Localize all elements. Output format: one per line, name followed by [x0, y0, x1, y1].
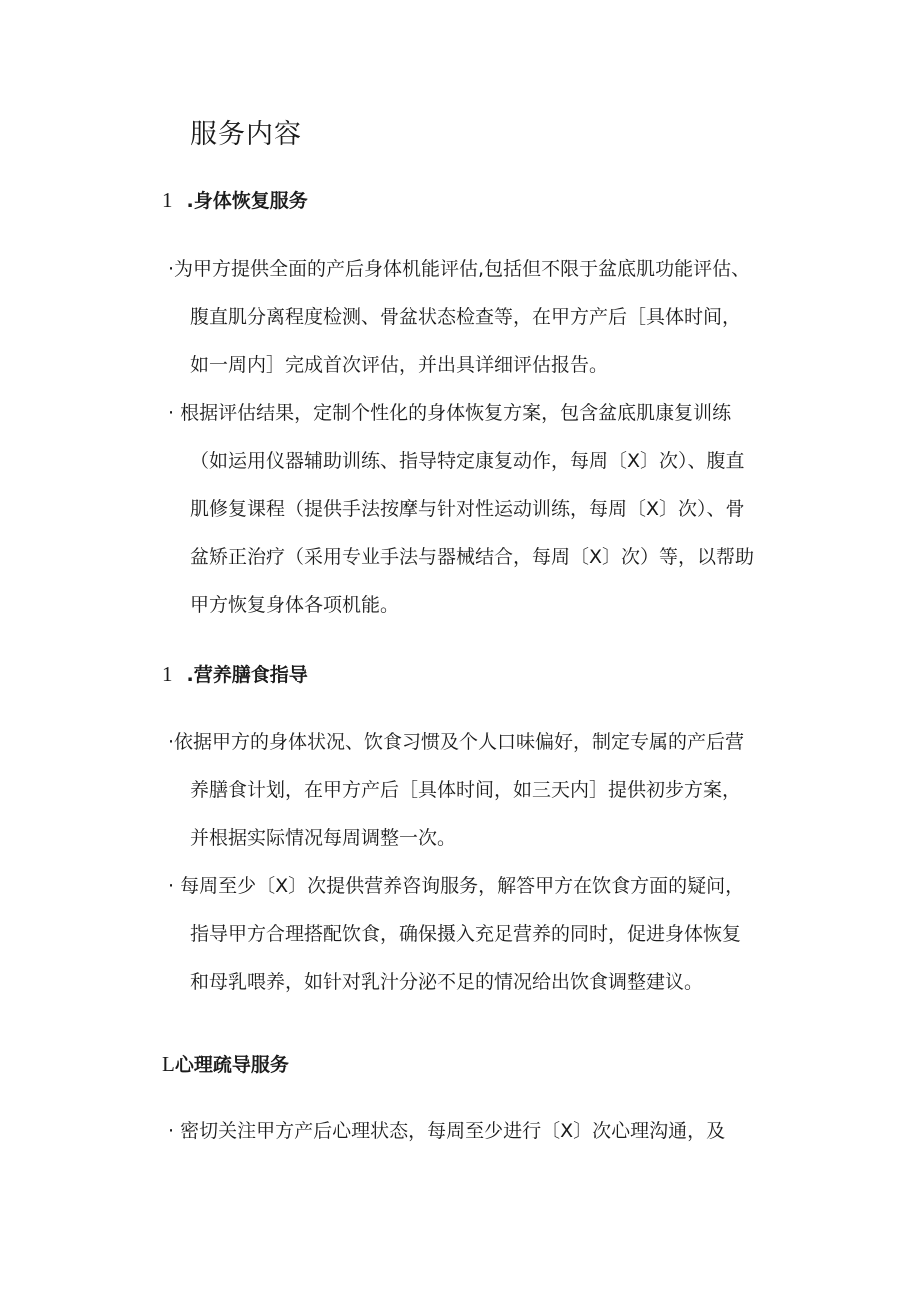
text-line: ·为甲方提供全面的产后身体机能评估,包括但不限于盆底肌功能评估、	[168, 258, 751, 280]
text-line: 肌修复课程（提供手法按摩与针对性运动训练，每周〔X〕次）、骨	[190, 498, 745, 520]
section-heading-body-recovery	[162, 186, 308, 213]
section-heading-psychology	[162, 1050, 289, 1077]
paragraph-nutrition-plan	[168, 718, 798, 862]
paragraph-body-plan	[168, 389, 798, 629]
text-line: 甲方恢复身体各项机能。	[190, 594, 400, 616]
text-line: 如一周内］完成首次评估，并出具详细评估报告。	[190, 354, 609, 376]
text-line: · 根据评估结果，定制个性化的身体恢复方案，包含盆底肌康复训练	[168, 402, 732, 424]
text-line: （如运用仪器辅助训练、指导特定康复动作，每周〔X〕次）、腹直	[190, 450, 745, 472]
text-line: 腹直肌分离程度检测、骨盆状态检查等，在甲方产后［具体时间，	[190, 306, 742, 328]
paragraph-nutrition-consult	[168, 862, 798, 1006]
text-line: · 每周至少〔X〕次提供营养咨询服务，解答甲方在饮食方面的疑问，	[168, 875, 745, 897]
section-number: 1	[162, 662, 173, 686]
section-number: L	[162, 1052, 175, 1076]
text-line: · 密切关注甲方产后心理状态，每周至少进行〔X〕次心理沟通，及	[168, 1120, 726, 1142]
paragraph-psychology	[168, 1107, 798, 1155]
text-line: 并根据实际情况每周调整一次。	[190, 827, 457, 849]
section-heading-nutrition	[162, 660, 308, 687]
text-line: 和母乳喂养，如针对乳汁分泌不足的情况给出饮食调整建议。	[190, 971, 704, 993]
page-title: 服务内容	[190, 119, 302, 150]
section-title: .身体恢复服务	[186, 190, 308, 212]
section-title: 心理疏导服务	[174, 1054, 289, 1076]
text-line: 指导甲方合理搭配饮食，确保摄入充足营养的同时，促进身体恢复	[190, 923, 742, 945]
text-line: ·依据甲方的身体状况、饮食习惯及个人口味偏好，制定专属的产后营	[168, 731, 745, 753]
text-line: 盆矫正治疗（采用专业手法与器械结合，每周〔X〕次）等，以帮助	[190, 546, 755, 568]
section-title: .营养膳食指导	[186, 664, 308, 686]
text-line: 养膳食计划，在甲方产后［具体时间，如三天内］提供初步方案，	[190, 779, 742, 801]
section-number: 1	[162, 188, 173, 212]
paragraph-body-assessment	[168, 245, 798, 389]
